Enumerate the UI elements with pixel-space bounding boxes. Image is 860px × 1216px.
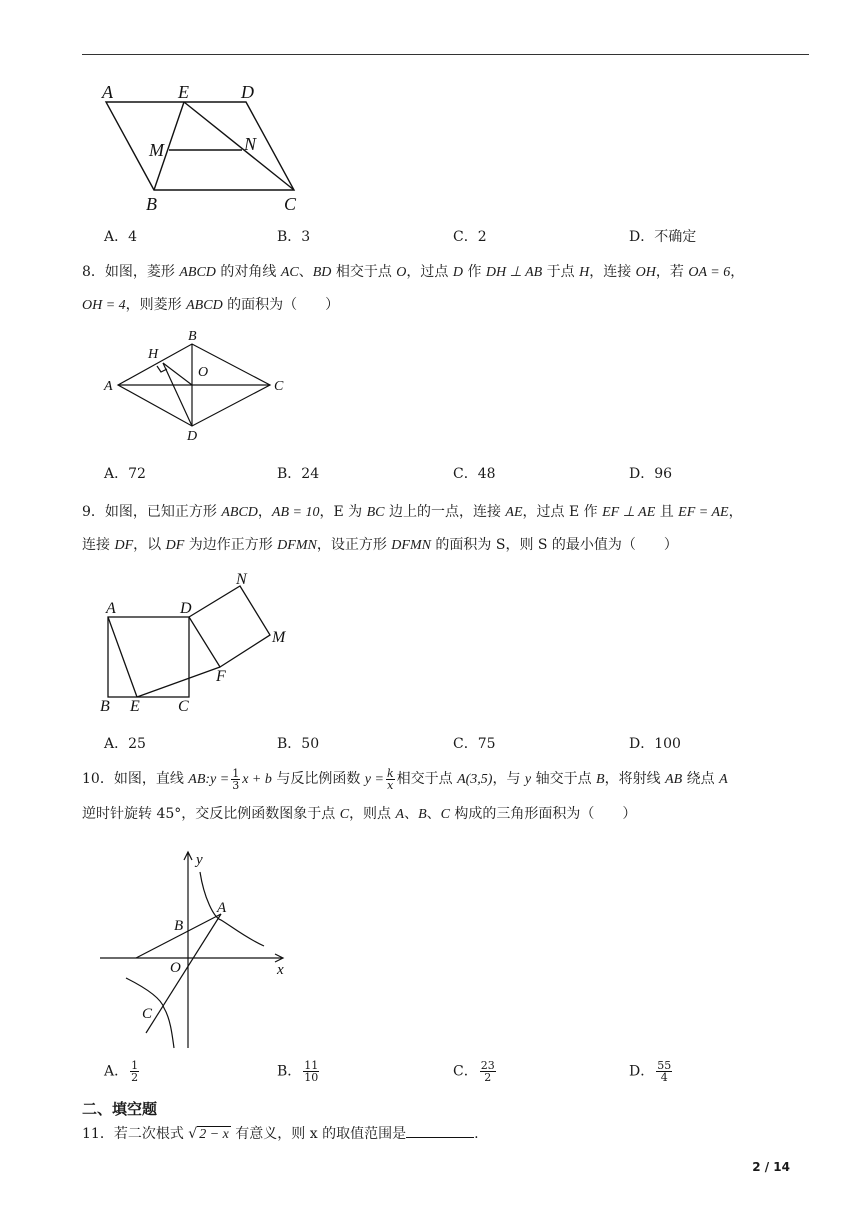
label-a: A bbox=[106, 600, 116, 617]
label-d: D bbox=[180, 600, 192, 617]
label-n: N bbox=[236, 571, 247, 588]
option-d[interactable]: D．96 bbox=[629, 466, 673, 482]
option-d[interactable]: D．100 bbox=[629, 736, 681, 752]
label-m: M bbox=[272, 629, 286, 646]
option-b[interactable]: B．50 bbox=[277, 736, 320, 752]
page-number: 2 / 14 bbox=[752, 1160, 790, 1174]
question-8 bbox=[82, 256, 810, 322]
label-c: C bbox=[274, 379, 284, 394]
option-d[interactable]: D．不确定 bbox=[629, 229, 697, 245]
label-a: A bbox=[102, 82, 113, 102]
label-c: C bbox=[142, 1006, 153, 1022]
label-b: B bbox=[188, 329, 197, 344]
q8-line-1: 8．如图，菱形 ABCD 的对角线 AC、BD 相交于点 O，过点 D 作 DH ⊥ AB 于点 H，连接 OH，若 OA = 6， bbox=[82, 264, 745, 280]
label-h: H bbox=[148, 347, 159, 362]
label-n: N bbox=[244, 134, 257, 154]
question-11 bbox=[82, 1118, 810, 1151]
q9-line-1: 9．如图，已知正方形 ABCD，AB = 10，E 为 BC 边上的一点，连接 AE，过点 E 作 EF ⊥ AE 且 EF = AE， bbox=[82, 504, 743, 520]
q9-figure bbox=[96, 570, 306, 720]
q11-line-1: 11．若二次根式 √ 2 − x 有意义，则 x 的取值范围是 . bbox=[82, 1118, 810, 1151]
label-o: O bbox=[198, 365, 209, 380]
label-d: D bbox=[241, 82, 254, 102]
label-o: O bbox=[170, 960, 181, 976]
option-a[interactable]: A．4 bbox=[104, 229, 138, 245]
hyperbola-branch-1 bbox=[200, 872, 264, 946]
option-b[interactable]: B． $\frac{11}{10}$ bbox=[277, 1059, 319, 1084]
q10-line-2: 逆时针旋转 45°，交反比例函数图象于点 C，则点 A、B、C 构成的三角形面积为（ ） bbox=[82, 806, 637, 822]
fraction-one-third: $\frac{1}{3}$ bbox=[232, 766, 240, 792]
option-c[interactable]: C．48 bbox=[453, 466, 496, 482]
question-10 bbox=[82, 762, 810, 832]
label-a: A bbox=[217, 900, 227, 916]
header-rule bbox=[82, 54, 809, 55]
option-a[interactable]: A． $\frac{1}{2}$ bbox=[104, 1059, 139, 1084]
square-root: √ 2 − x bbox=[188, 1126, 229, 1142]
q8-figure bbox=[100, 326, 300, 446]
q7-figure bbox=[96, 80, 326, 220]
question-9 bbox=[82, 496, 810, 562]
option-a[interactable]: A．25 bbox=[104, 736, 146, 752]
label-b: B bbox=[100, 698, 110, 715]
option-d[interactable]: D． $\frac{55}{4}$ bbox=[629, 1059, 672, 1084]
label-y: y bbox=[196, 852, 203, 868]
fraction-k-over-x: $\frac{k}{x}$ bbox=[386, 766, 394, 792]
option-b[interactable]: B．3 bbox=[277, 229, 311, 245]
q10-line-1: 10．如图，直线 AB:y = $\frac{1}{3}$ x + b 与反比例函数 y = $\frac{k}{x}$ 相交于点 A(3,5)，与 y 轴交于点 B，将射线 AB 绕点 A bbox=[82, 766, 728, 792]
option-a[interactable]: A．72 bbox=[104, 466, 146, 482]
q10-figure bbox=[96, 848, 306, 1054]
square-abcd bbox=[108, 617, 189, 697]
label-f: F bbox=[216, 668, 226, 685]
label-e: E bbox=[178, 82, 189, 102]
label-x: x bbox=[277, 962, 284, 978]
option-c[interactable]: C． $\frac{23}{2}$ bbox=[453, 1059, 495, 1084]
label-c: C bbox=[178, 698, 189, 715]
q8-line-2: OH = 4，则菱形 ABCD 的面积为（ ） bbox=[82, 297, 340, 313]
line-ac bbox=[146, 914, 221, 1033]
label-b: B bbox=[146, 194, 157, 214]
option-c[interactable]: C．2 bbox=[453, 229, 487, 245]
square-dfmn bbox=[189, 586, 270, 667]
q9-line-2: 连接 DF，以 DF 为边作正方形 DFMN，设正方形 DFMN 的面积为 S，则 S 的最小值为（ ） bbox=[82, 537, 678, 553]
option-b[interactable]: B．24 bbox=[277, 466, 320, 482]
label-b: B bbox=[174, 918, 184, 934]
label-e: E bbox=[130, 698, 140, 715]
label-d: D bbox=[187, 429, 198, 444]
section-heading: 二、填空题 bbox=[82, 1100, 158, 1118]
label-a: A bbox=[104, 379, 113, 394]
option-c[interactable]: C．75 bbox=[453, 736, 496, 752]
label-m: M bbox=[149, 140, 164, 160]
answer-blank[interactable] bbox=[406, 1125, 474, 1138]
label-c: C bbox=[284, 194, 297, 214]
